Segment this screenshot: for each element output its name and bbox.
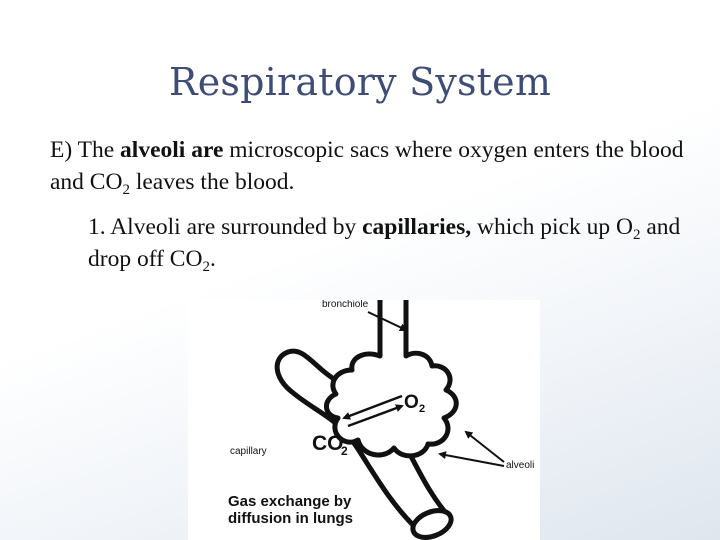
paragraph-capillaries bbox=[88, 211, 688, 275]
label-o2-sub: 2 bbox=[419, 403, 426, 415]
slide-title: Respiratory System bbox=[168, 60, 552, 104]
label-co2: CO bbox=[312, 432, 344, 455]
gas-exchange-diagram bbox=[188, 300, 540, 540]
caption-line1: Gas exchange by bbox=[228, 493, 352, 510]
label-o2: O bbox=[404, 392, 419, 413]
para-1-text2: and drop off CO bbox=[88, 214, 681, 272]
para-e-sub: 2 bbox=[122, 182, 130, 198]
alveoli-pointer-1 bbox=[466, 432, 504, 462]
para-e-text2: leaves the blood. bbox=[129, 169, 295, 195]
label-capillary: capillary bbox=[230, 446, 267, 457]
para-e-bold: alveoli are bbox=[120, 137, 224, 163]
label-bronchiole: bronchiole bbox=[322, 300, 369, 310]
caption-line2: diffusion in lungs bbox=[228, 510, 353, 527]
label-co2-sub: 2 bbox=[341, 444, 348, 458]
para-1-sub2: 2 bbox=[202, 259, 210, 275]
para-e-prefix: E) The bbox=[50, 137, 121, 163]
diagram-svg bbox=[188, 300, 540, 540]
para-1-text3: . bbox=[209, 246, 216, 272]
paragraph-alveoli bbox=[50, 134, 690, 198]
para-1-sub1: 2 bbox=[632, 227, 641, 243]
para-e-text1: microscopic sacs where oxygen enters the blood and CO bbox=[50, 137, 684, 195]
label-alveoli: alveoli bbox=[506, 460, 535, 471]
alveoli-pointer-2 bbox=[440, 454, 504, 466]
para-1-bold: capillaries, bbox=[362, 214, 472, 240]
para-1-prefix: 1. Alveoli are surrounded by bbox=[88, 214, 363, 240]
para-1-text1: which pick up O bbox=[471, 214, 633, 240]
